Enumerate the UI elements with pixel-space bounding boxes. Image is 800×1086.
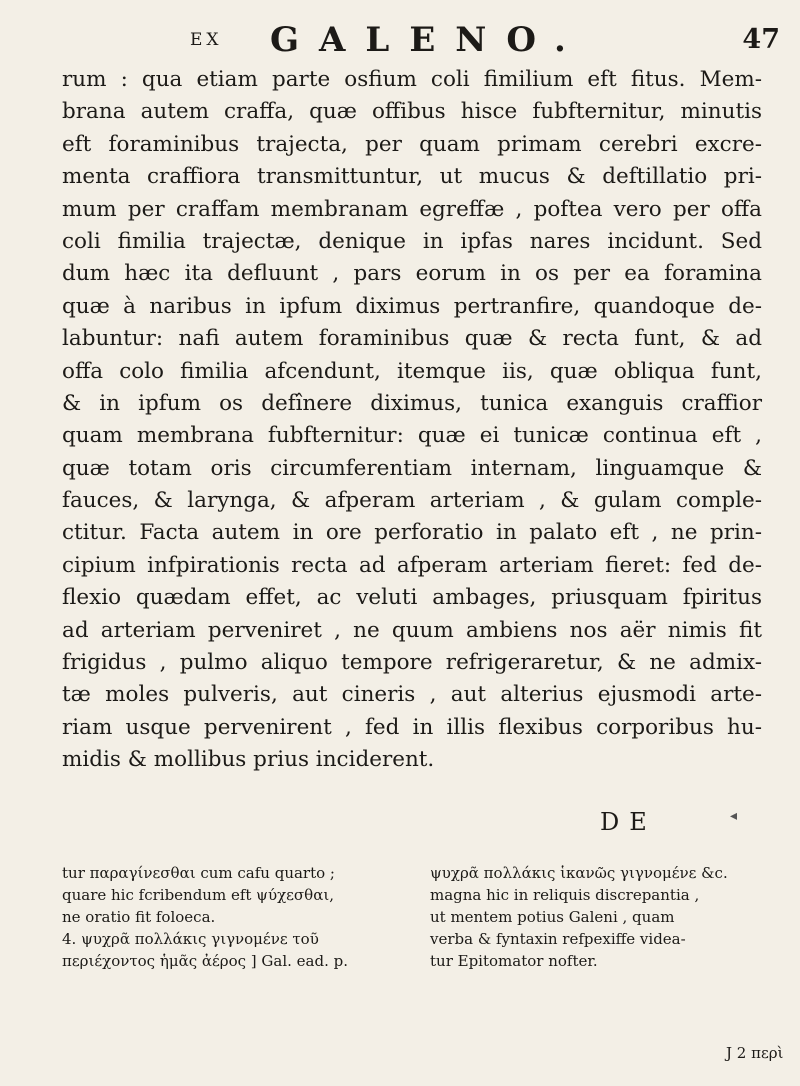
text-line: ad arteriam perveniret , ne quum ambiens nos aër nimis fit xyxy=(62,617,762,643)
text-line: offa colo fimilia afcendunt, itemque iis, quæ obliqua funt, xyxy=(62,358,762,384)
footnote-line: tur Epitomator nofter. xyxy=(430,952,598,970)
text-line: frigidus , pulmo aliquo tempore refrigeraretur, & ne admix- xyxy=(62,650,762,676)
text-line: ctitur. Facta autem in ore perforatio in palato eft , ne prin- xyxy=(62,520,762,546)
footnote-line: 4. ψυχρᾶ πολλάκις γιγνομένε τοῦ xyxy=(62,930,319,948)
text-line: flexio quædam effet, ac veluti ambages, priusquam fpiritus xyxy=(62,585,762,611)
footnotes-left-column xyxy=(62,862,392,972)
catchword: DE xyxy=(600,808,657,836)
footnote-line: quare hic fcribendum eft ψύχεσθαι, xyxy=(62,886,334,904)
footnote-line: ne oratio fit foloeca. xyxy=(62,908,216,926)
footnote-line: tur παραγίνεσθαι cum cafu quarto ; xyxy=(62,864,335,882)
text-line: cipium infpirationis recta ad afperam arteriam fieret: fed de- xyxy=(62,552,762,578)
text-line: quæ à naribus in ipfum diximus pertranfire, quandoque de- xyxy=(62,293,762,319)
text-line: quæ totam oris circumferentiam internam, linguamque & xyxy=(62,455,762,481)
text-line: riam usque pervenirent , fed in illis flexibus corporibus hu- xyxy=(62,714,762,740)
text-line: mum per craffam membranam egreffæ , poftea vero per offa xyxy=(62,196,762,222)
text-line: fauces, & larynga, & afperam arteriam , & gulam comple- xyxy=(62,488,762,514)
text-line: quam membrana fubfternitur: quæ ei tunicæ continua eft , xyxy=(62,423,762,449)
signature-mark: J 2 περὶ xyxy=(726,1044,784,1062)
text-line: labuntur: nafi autem foraminibus quæ & recta funt, & ad xyxy=(62,326,762,352)
footnote-line: verba & fyntaxin refpexiffe videa- xyxy=(430,930,686,948)
header-prefix: EX xyxy=(190,30,223,50)
running-header xyxy=(160,20,780,64)
text-line: dum hæc ita defluunt , pars eorum in os per ea foramina xyxy=(62,261,762,287)
text-line: tæ moles pulveris, aut cineris , aut alterius ejusmodi arte- xyxy=(62,682,762,708)
main-text xyxy=(62,64,762,777)
text-line: brana autem craffa, quæ offibus hisce fubfternitur, minutis xyxy=(62,99,762,125)
page-number: 47 xyxy=(742,24,780,55)
footnote-line: ψυχρᾶ πολλάκις ἱκανῶς γιγνομένε &c. xyxy=(430,864,728,882)
text-line: eft foraminibus trajecta, per quam primam cerebri excre- xyxy=(62,131,762,157)
text-line: midis & mollibus prius inciderent. xyxy=(62,747,435,773)
text-line: & in ipfum os defînere diximus, tunica exanguis craffior xyxy=(62,390,762,416)
footnotes-right-column xyxy=(430,862,770,972)
text-line: menta craffiora transmittuntur, ut mucus & deftillatio pri- xyxy=(62,164,762,190)
text-line: rum : qua etiam parte osfium coli fimilium eft fitus. Mem- xyxy=(62,67,762,92)
text-line: coli fimilia trajectæ, denique in ipfas nares incidunt. Sed xyxy=(62,228,762,254)
footnote-line: περιέχοντος ἡμᾶς ἀέρος ] Gal. ead. p. xyxy=(62,952,348,970)
margin-mark: ◂ xyxy=(730,808,738,824)
header-title: GALENO. xyxy=(270,20,586,60)
footnote-line: magna hic in reliquis discrepantia , xyxy=(430,886,700,904)
footnote-line: ut mentem potius Galeni , quam xyxy=(430,908,675,926)
